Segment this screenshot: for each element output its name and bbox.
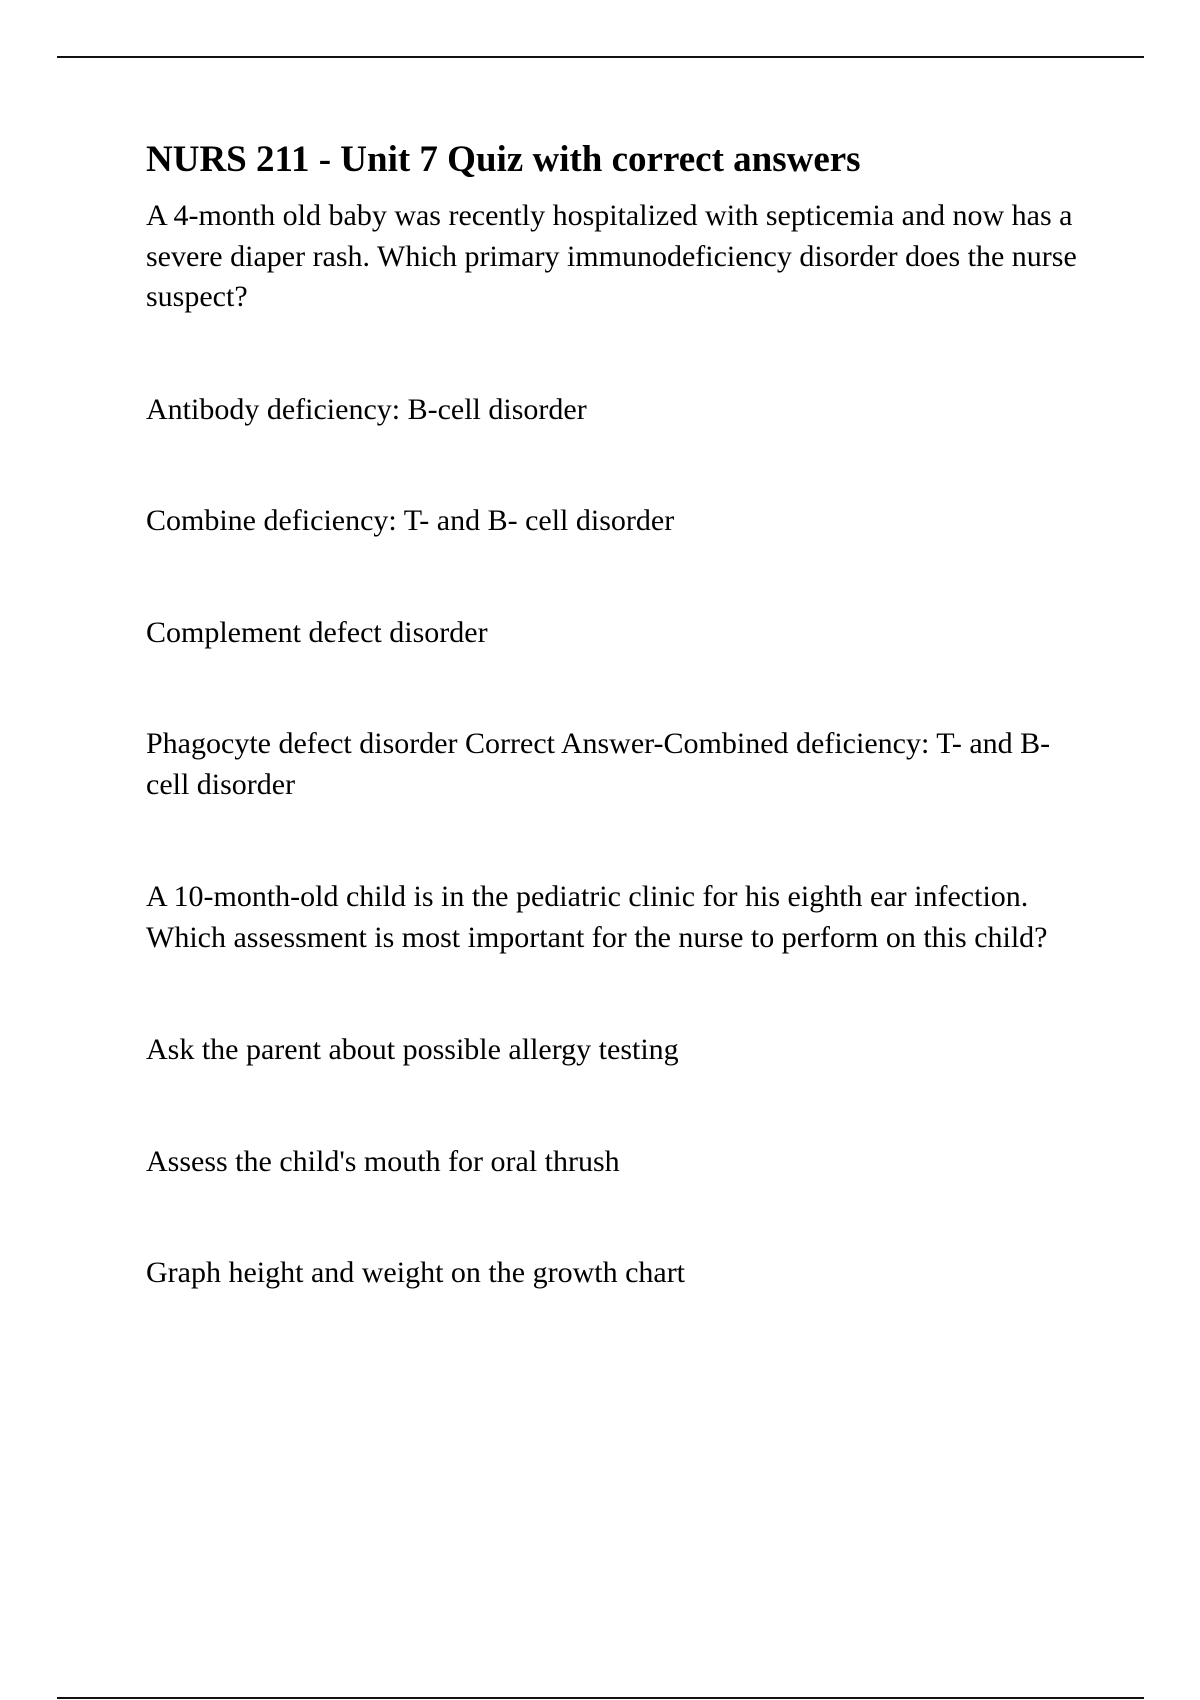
header-rule	[57, 56, 1144, 58]
question-2-option-3: Graph height and weight on the growth chart	[146, 1256, 686, 1289]
question-1-option-4-with-answer: Phagocyte defect disorder Correct Answer-Combined deficiency: T- and B- cell disorder	[146, 727, 1051, 801]
footer-rule	[57, 1697, 1144, 1699]
question-2: A 10-month-old child is in the pediatric clinic for his eighth ear infection. Which assessment is most important for the nurse to perform on this child?	[146, 880, 1048, 954]
question-1: A 4-month old baby was recently hospitalized with septicemia and now has a severe diaper rash. Which primary immunodeficiency disorder does the nurse suspect?	[146, 199, 1077, 313]
question-1-option-1: Antibody deficiency: B-cell disorder	[146, 392, 587, 426]
question-2-option-1: Ask the parent about possible allergy testing	[146, 1033, 679, 1066]
document-body	[146, 138, 1096, 1294]
document-title: NURS 211 - Unit 7 Quiz with correct answers	[146, 139, 861, 180]
question-2-option-2: Assess the child's mouth for oral thrush	[146, 1144, 620, 1178]
question-1-option-2: Combine deficiency: T- and B- cell disorder	[146, 504, 675, 537]
question-1-option-3: Complement defect disorder	[146, 615, 488, 649]
